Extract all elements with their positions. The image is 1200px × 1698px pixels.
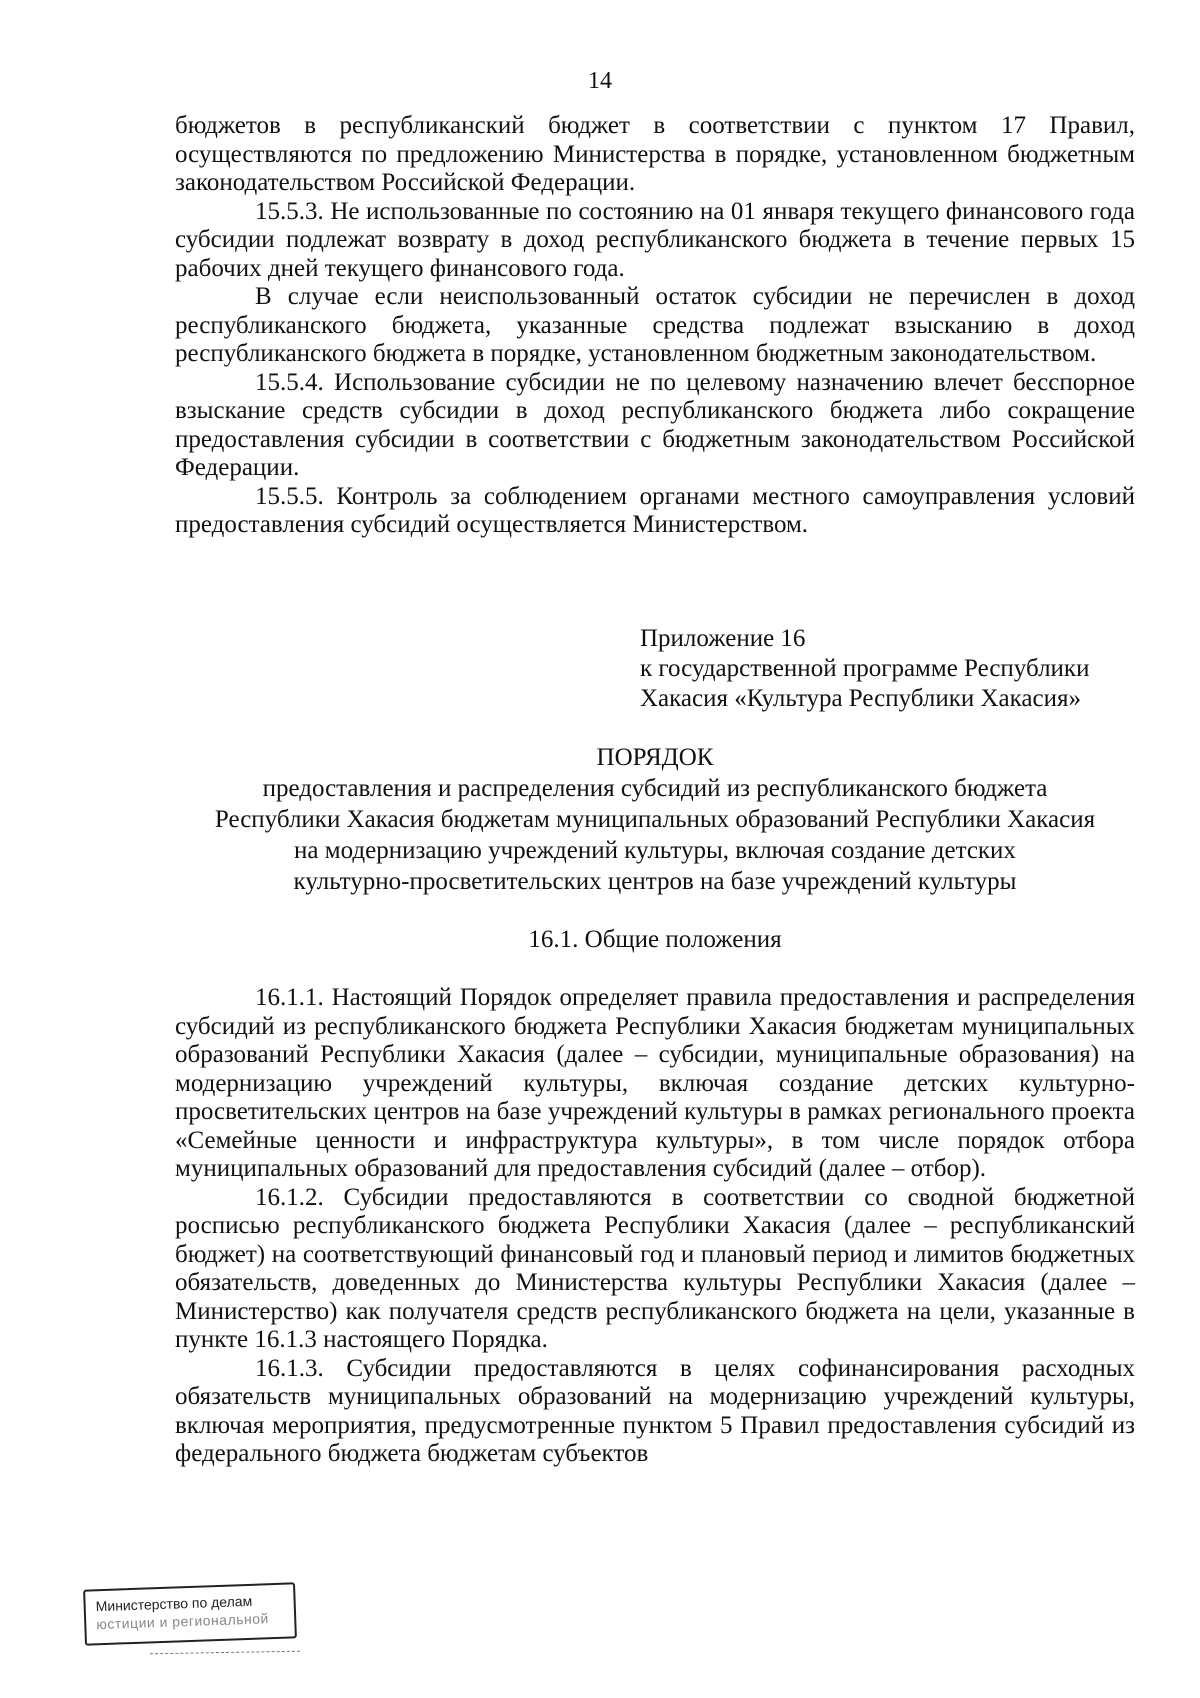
paragraph: В случае если неиспользованный остаток субсидии не перечислен в доход республиканского бюджета, указанные средства подлежат взысканию в доход республиканского бюджета в порядке, установленном бюджетным законодательством. — [175, 283, 1135, 367]
appendix-header — [640, 624, 1140, 714]
section-heading: 16.1. Общие положения — [528, 926, 782, 953]
appendix-line: к государственной программе Республики — [640, 655, 1090, 682]
paragraph: 16.1.3. Субсидии предоставляются в целях софинансирования расходных обязательств муниципальных образований на модернизацию учреждений культуры, включая мероприятия, предусмотренные пунктом 5 Правил предоставления субсидий из федерального бюджета бюджетам субъектов — [175, 1354, 1135, 1467]
appendix-line: Приложение 16 — [640, 625, 806, 652]
title-line: культурно-просветительских центров на базе учреждений культуры — [293, 868, 1017, 895]
page-number: 14 — [588, 68, 612, 94]
stamp-line: юстиции и региональной — [96, 1610, 270, 1633]
paragraph: бюджетов в республиканский бюджет в соответствии с пунктом 17 Правил, осуществляются по предложению Министерства в порядке, установленном бюджетным законодательством Российской Федерации. — [175, 112, 1135, 196]
bottom-text-block — [175, 984, 1135, 1469]
appendix-line: Хакасия «Культура Республики Хакасия» — [640, 685, 1081, 712]
title-main: ПОРЯДОК — [596, 744, 714, 771]
top-text-block — [175, 112, 1135, 540]
title-line: предоставления и распределения субсидий из республиканского бюджета — [262, 775, 1048, 802]
title-line: Республики Хакасия бюджетам муниципальных образований Республики Хакасия — [214, 806, 1096, 833]
paragraph: 15.5.5. Контроль за соблюдением органами местного самоуправления условий предоставления субсидий осуществляется Министерством. — [175, 482, 1135, 538]
paragraph: 16.1.2. Субсидии предоставляются в соответствии со сводной бюджетной росписью республиканского бюджета Республики Хакасия (далее – республиканский бюджет) на соответствующий финансовый год и плановый период и лимитов бюджетных обязательств, доведенных до Министерства культуры Республики Хакасия (далее – Министерство) как получателя средств республиканского бюджета на цели, указанные в пункте 16.1.3 настоящего Порядка. — [175, 1183, 1135, 1353]
title-line: на модернизацию учреждений культуры, включая создание детских — [294, 837, 1016, 864]
paragraph: 15.5.4. Использование субсидии не по целевому назначению влечет бесспорное взыскание средств субсидии в доход республиканского бюджета либо сокращение предоставления субсидии в соответствии с бюджетным законодательством Российской Федерации. — [175, 368, 1135, 481]
ministry-stamp — [83, 1582, 297, 1645]
document-title — [150, 742, 1160, 897]
stamp-trail-line — [150, 1651, 300, 1655]
paragraph: 16.1.1. Настоящий Порядок определяет правила предоставления и распределения субсидий из республиканского бюджета Республики Хакасия бюджетам муниципальных образований Республики Хакасия (далее – субсидии, муниципальные образования) на модернизацию учреждений культуры, включая создание детских культурно-просветительских центров на базе учреждений культуры в рамках регионального проекта «Семейные ценности и инфраструктура культуры», в том числе порядок отбора муниципальных образований для предоставления субсидий (далее – отбор). — [175, 984, 1135, 1182]
paragraph: 15.5.3. Не использованные по состоянию на 01 января текущего финансового года субсидии подлежат возврату в доход республиканского бюджета в течение первых 15 рабочих дней текущего финансового года. — [175, 197, 1135, 282]
stamp-line: Министерство по делам — [95, 1592, 253, 1615]
